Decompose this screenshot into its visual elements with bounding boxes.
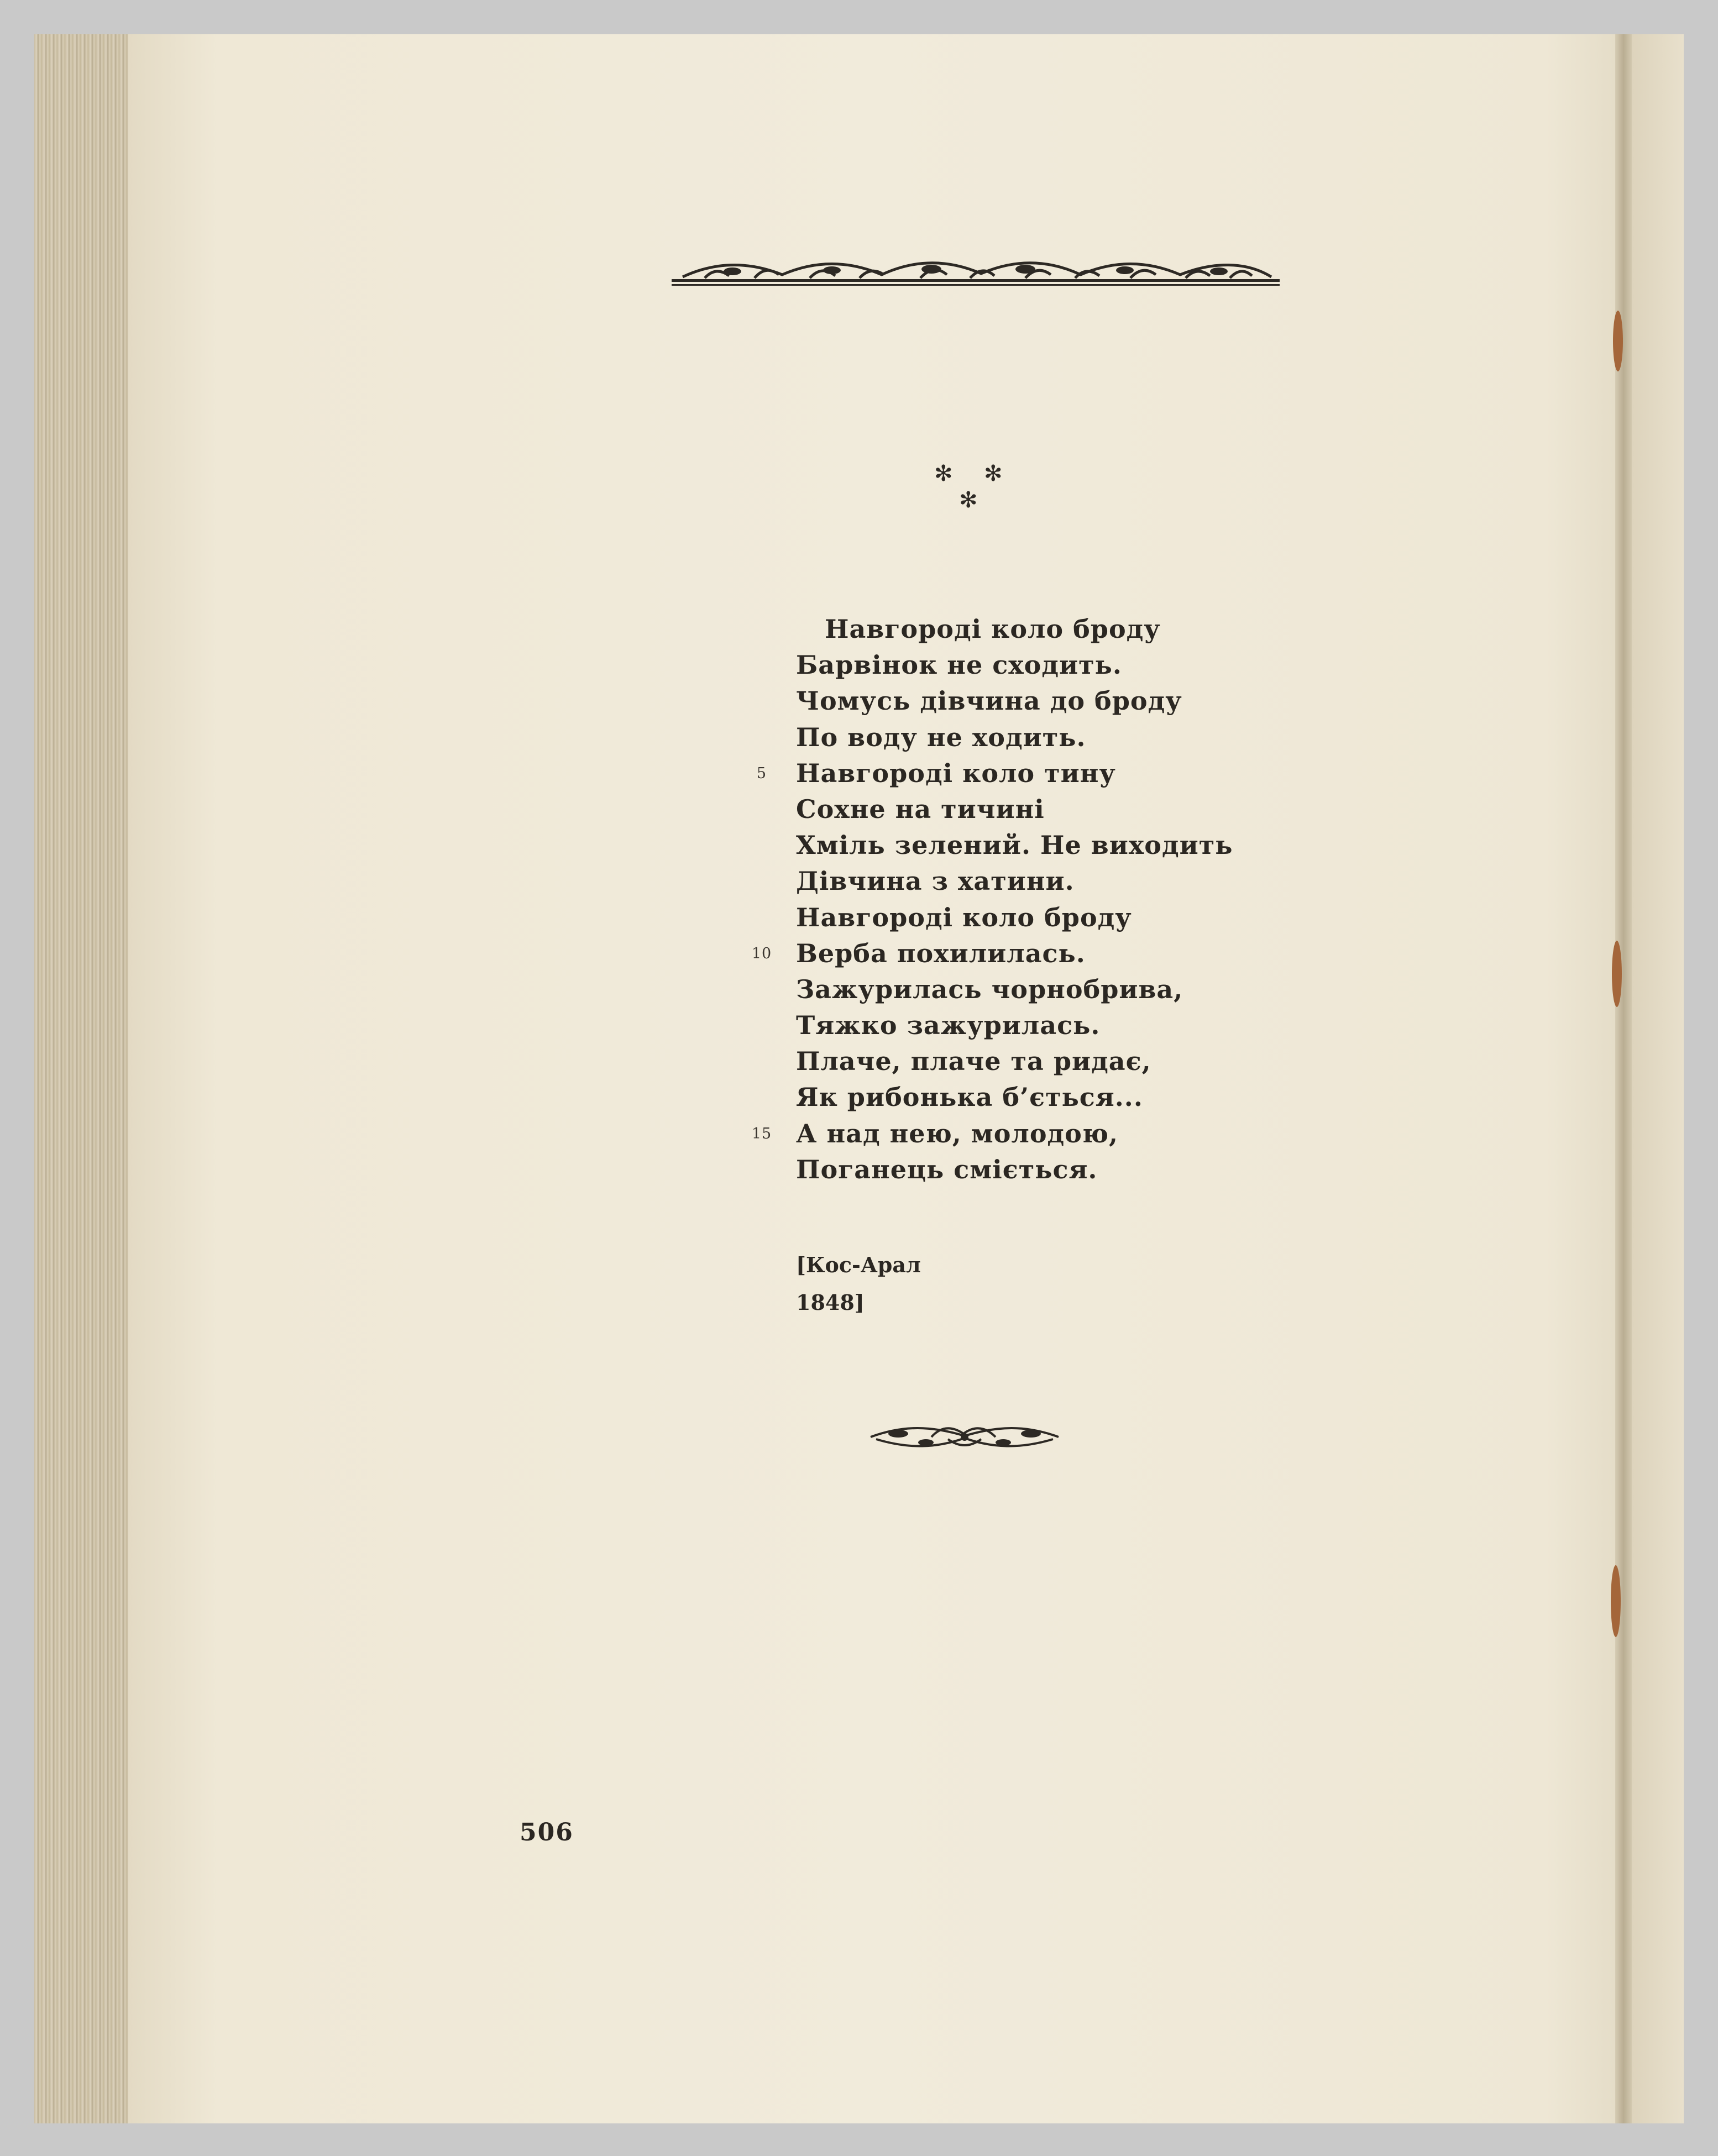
poem-line [756, 756, 1293, 791]
poem-line [796, 1079, 1293, 1115]
headpiece-ornament-icon [672, 256, 1280, 289]
poem-line-text: Навгороді коло броду [796, 902, 1132, 932]
tailpiece-ornament-icon [865, 1415, 1064, 1456]
page-number: 506 [520, 1818, 574, 1846]
place-and-date [796, 1246, 921, 1321]
stain-mark [1611, 1565, 1621, 1637]
poem-line [796, 1008, 1293, 1043]
stain-mark [1612, 941, 1622, 1007]
adjacent-page-edge [1632, 34, 1684, 2123]
poem-line-text: Тяжко зажурилась. [796, 1010, 1101, 1041]
line-number: 10 [751, 945, 772, 962]
poem-line [796, 611, 1293, 647]
poem-line-text: Чомусь дівчина до броду [796, 686, 1182, 716]
poem-line [796, 647, 1293, 683]
poem-line [796, 827, 1293, 863]
poem-line [796, 720, 1293, 756]
svg-text:✻: ✻ [934, 461, 953, 486]
svg-text:✻: ✻ [984, 461, 1003, 486]
svg-text:✻: ✻ [959, 487, 978, 513]
poem-line-text: Плаче, плаче та ридає, [796, 1046, 1151, 1077]
year-text: 1848] [796, 1290, 865, 1315]
poem-line-text: Барвінок не сходить. [796, 650, 1122, 680]
poem-line-text: Навгороді коло броду [825, 614, 1161, 644]
asterism-icon [912, 460, 1023, 521]
poem-text [751, 611, 1293, 1188]
line-number: 5 [756, 764, 767, 782]
poem-line [751, 936, 1293, 972]
poem-line [796, 683, 1293, 719]
place-text: [Кос-Арал [796, 1252, 921, 1277]
stain-mark [1613, 311, 1623, 371]
poem-line-text: Дівчина з хатини. [796, 866, 1075, 896]
poem-line [796, 1152, 1293, 1188]
page-edges [34, 34, 128, 2123]
poem-line [796, 972, 1293, 1008]
poem-line [796, 791, 1293, 827]
poem-line [796, 863, 1293, 899]
poem-line-text: По воду не ходить. [796, 722, 1086, 752]
poem-line-text: Верба похилилась. [796, 938, 1086, 968]
poem-line-text: А над нею, молодою, [796, 1118, 1119, 1148]
poem-line-text: Хміль зелений. Не виходить [796, 830, 1233, 861]
line-number: 15 [751, 1125, 772, 1142]
poem-line [751, 1116, 1293, 1152]
poem-line-text: Зажурилась чорнобрива, [796, 974, 1183, 1004]
poem-line-text: Сохне на тичині [796, 794, 1045, 824]
poem-line-text: Поганець сміється. [796, 1154, 1098, 1184]
poem-line [796, 1043, 1293, 1079]
poem-line-text: Як рибонька б’ється... [796, 1082, 1143, 1113]
poem-line-text: Навгороді коло тину [796, 758, 1116, 788]
poem-line [796, 900, 1293, 936]
